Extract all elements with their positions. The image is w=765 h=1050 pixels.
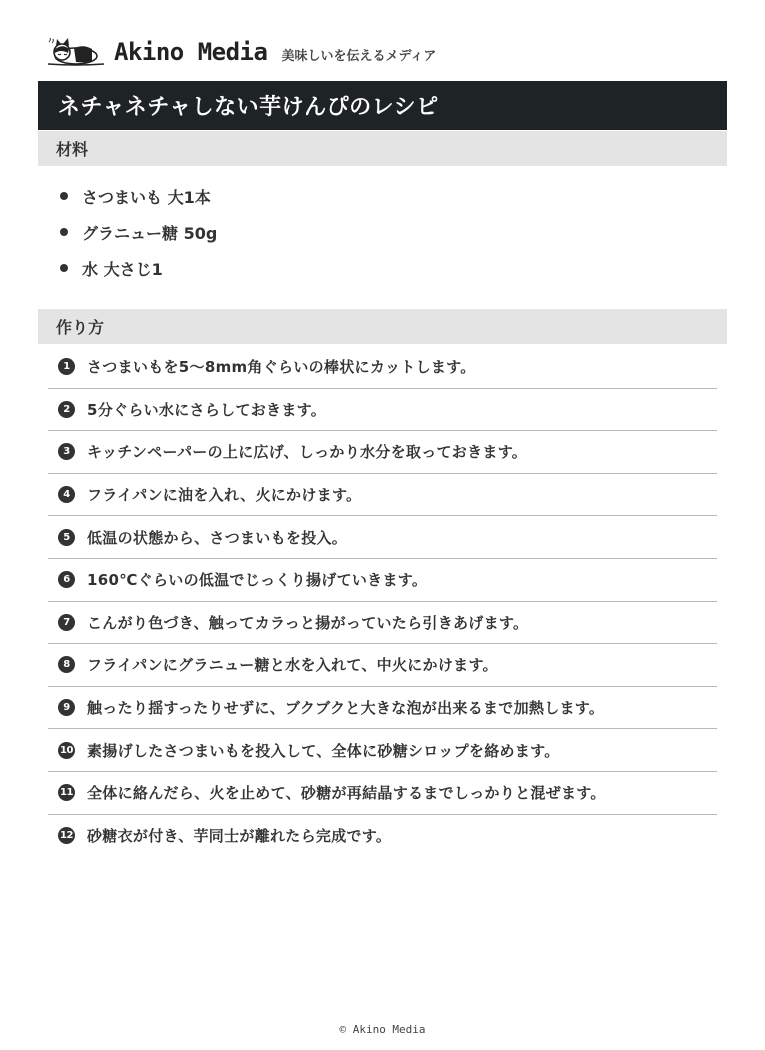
steps-heading: 作り方: [38, 309, 727, 344]
step-number-badge: 12: [58, 827, 75, 844]
step-item: [48, 346, 717, 389]
step-text: フライパンにグラニュー糖と水を入れて、中火にかけます。: [87, 656, 498, 675]
step-item: [48, 516, 717, 559]
step-number-badge: 9: [58, 699, 75, 716]
step-number-badge: 10: [58, 742, 75, 759]
step-item: [48, 815, 717, 858]
step-item: [48, 389, 717, 432]
step-item: [48, 559, 717, 602]
brand-name[interactable]: Akino Media: [114, 38, 268, 66]
bullet-icon: [60, 228, 68, 236]
step-text: さつまいもを5〜8mm角ぐらいの棒状にカットします。: [87, 358, 476, 377]
step-item: [48, 772, 717, 815]
step-item: [48, 602, 717, 645]
step-text: 砂糖衣が付き、芋同士が離れたら完成です。: [87, 827, 392, 846]
recipe-title-bar: [38, 81, 727, 130]
step-number-badge: 5: [58, 529, 75, 546]
ingredient-item: [60, 178, 217, 214]
step-text: フライパンに油を入れ、火にかけます。: [87, 486, 362, 505]
step-text: 触ったり揺すったりせずに、ブクブクと大きな泡が出来るまで加熱します。: [87, 699, 605, 718]
step-text: 素揚げしたさつまいもを投入して、全体に砂糖シロップを絡めます。: [87, 741, 560, 760]
step-item: [48, 687, 717, 730]
step-text: 160℃ぐらいの低温でじっくり揚げていきます。: [87, 571, 428, 590]
site-header: [46, 34, 436, 70]
ingredient-item: [60, 250, 217, 286]
step-text: こんがり色づき、触ってカラっと揚がっていたら引きあげます。: [87, 613, 529, 632]
ingredients-list: [60, 178, 217, 286]
step-number-badge: 4: [58, 486, 75, 503]
ingredient-item: [60, 214, 217, 250]
step-number-badge: 8: [58, 656, 75, 673]
cat-logo-icon: [46, 35, 106, 69]
recipe-title: ネチャネチャしない芋けんぴのレシピ: [58, 95, 439, 120]
footer-copyright: © Akino Media: [339, 1023, 426, 1036]
site-tagline: 美味しいを伝えるメディア: [281, 48, 437, 64]
step-item: [48, 474, 717, 517]
step-text: 低温の状態から、さつまいもを投入。: [87, 528, 348, 547]
step-number-badge: 3: [58, 443, 75, 460]
steps-list: [48, 346, 717, 857]
step-item: [48, 729, 717, 772]
step-number-badge: 6: [58, 571, 75, 588]
step-number-badge: 11: [58, 784, 75, 801]
step-text: キッチンペーパーの上に広げ、しっかり水分を取っておきます。: [87, 443, 528, 462]
step-item: [48, 644, 717, 687]
step-item: [48, 431, 717, 474]
ingredient-text: グラニュー糖 50g: [82, 223, 218, 243]
step-number-badge: 2: [58, 401, 75, 418]
bullet-icon: [60, 264, 68, 272]
step-number-badge: 1: [58, 358, 75, 375]
ingredient-text: 水 大さじ1: [82, 259, 163, 279]
bullet-icon: [60, 192, 68, 200]
ingredients-heading: 材料: [38, 131, 727, 166]
step-text: 全体に絡んだら、火を止めて、砂糖が再結晶するまでしっかりと混ぜます。: [87, 784, 606, 803]
ingredient-text: さつまいも 大1本: [82, 187, 211, 207]
step-number-badge: 7: [58, 614, 75, 631]
step-text: 5分ぐらい水にさらしておきます。: [87, 400, 327, 419]
